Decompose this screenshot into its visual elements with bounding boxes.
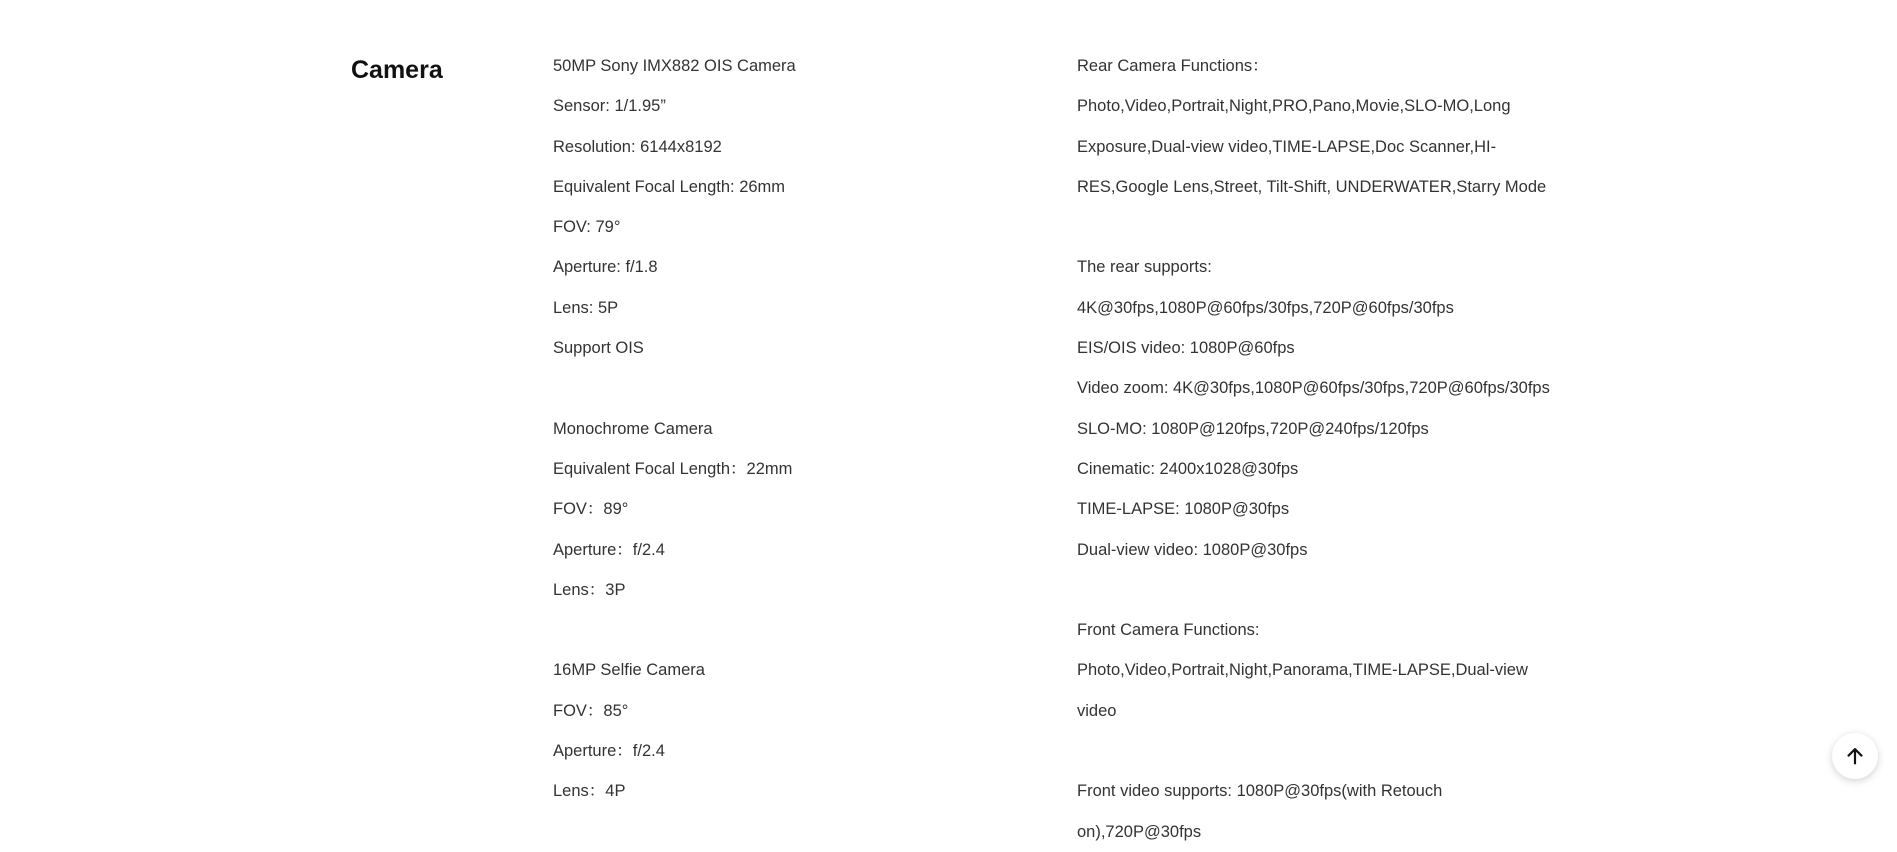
section-title: Camera xyxy=(351,56,443,84)
spec-line: Sensor: 1/1.95” xyxy=(553,97,666,116)
camera-functions-list xyxy=(1077,50,1577,852)
spec-line: Monochrome Camera xyxy=(553,419,713,438)
spec-line: Exposure,Dual-view video,TIME-LAPSE,Doc Scanner,HI- xyxy=(1077,137,1497,156)
spacer-line xyxy=(553,614,1033,654)
spec-line: Video zoom: 4K@30fps,1080P@60fps/30fps,720P@60fps/30fps xyxy=(1077,379,1550,398)
spec-line: Aperture：f/2.4 xyxy=(553,742,665,761)
spec-line: Support OIS xyxy=(553,339,644,358)
arrow-up-icon xyxy=(1844,745,1866,767)
spec-line: Rear Camera Functions： xyxy=(1077,57,1269,75)
camera-spec-list xyxy=(553,50,1033,816)
spacer-line xyxy=(1077,735,1577,775)
spacer-line xyxy=(1077,574,1577,614)
spec-line: Resolution: 6144x8192 xyxy=(553,137,722,156)
spacer-line xyxy=(1077,211,1577,251)
spec-line: 16MP Selfie Camera xyxy=(553,661,705,680)
spec-line: Equivalent Focal Length: 26mm xyxy=(553,177,786,196)
spec-line: Dual-view video: 1080P@30fps xyxy=(1077,540,1308,559)
spec-line: Lens：3P xyxy=(553,580,626,599)
spec-line: Front video supports: 1080P@30fps(with Retouch xyxy=(1077,782,1443,801)
spec-line: FOV: 79° xyxy=(553,218,621,237)
spec-line: Front Camera Functions: xyxy=(1077,621,1260,640)
spec-line: Aperture: f/1.8 xyxy=(553,258,658,277)
spec-line: Cinematic: 2400x1028@30fps xyxy=(1077,459,1299,478)
spec-line: on),720P@30fps xyxy=(1077,822,1202,841)
spec-line: Photo,Video,Portrait,Night,PRO,Pano,Movie,SLO-MO,Long xyxy=(1077,97,1511,116)
spec-line: RES,Google Lens,Street, Tilt-Shift, UNDERWATER,Starry Mode xyxy=(1077,177,1547,196)
spec-line: FOV：85° xyxy=(553,701,629,720)
spacer-line xyxy=(553,372,1033,412)
spec-line: SLO-MO: 1080P@120fps,720P@240fps/120fps xyxy=(1077,419,1429,438)
spec-line: Lens：4P xyxy=(553,782,626,801)
spec-line: Aperture：f/2.4 xyxy=(553,540,665,559)
spec-line: EIS/OIS video: 1080P@60fps xyxy=(1077,339,1295,358)
spec-line: Photo,Video,Portrait,Night,Panorama,TIME-LAPSE,Dual-view xyxy=(1077,661,1528,680)
spec-line: Lens: 5P xyxy=(553,298,619,317)
spec-line: Equivalent Focal Length：22mm xyxy=(553,459,793,478)
spec-line: video xyxy=(1077,701,1117,720)
spec-line: FOV：89° xyxy=(553,500,629,519)
spec-line: TIME-LAPSE: 1080P@30fps xyxy=(1077,500,1290,519)
spec-line: 50MP Sony IMX882 OIS Camera xyxy=(553,57,796,75)
spec-line: 4K@30fps,1080P@60fps/30fps,720P@60fps/30fps xyxy=(1077,298,1454,317)
spec-line: The rear supports: xyxy=(1077,258,1212,277)
back-to-top-button[interactable] xyxy=(1832,733,1878,779)
